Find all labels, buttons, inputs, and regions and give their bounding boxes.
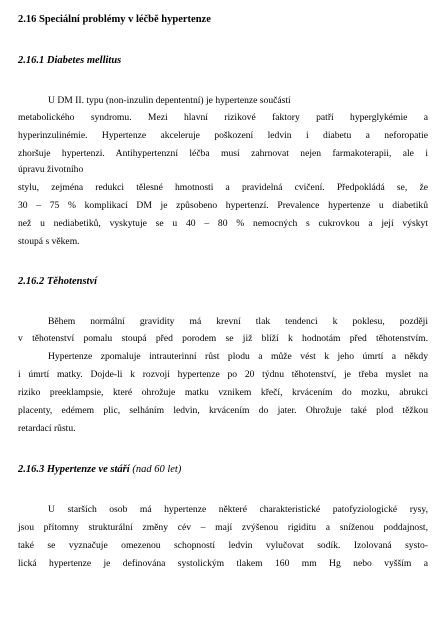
chapter-heading: 2.16 Speciální problémy v léčbě hypertenze xyxy=(18,14,211,25)
paragraph-line: stoupá s věkem. xyxy=(18,236,80,247)
section-number: 2.16.1 xyxy=(18,55,45,66)
section-title: Hypertenze ve stáří xyxy=(46,464,130,475)
paragraph-line: i úmrtí matky. Dojde-li k rozvoji hypertenze po 20 týdnu těhotenství, je třeba myslet na xyxy=(18,369,428,380)
paragraph-line: než u nediabetiků, vyskytuje se u 40 – 80 % nemocných s cukrovkou a její výskyt xyxy=(18,218,428,229)
section-title: Diabetes mellitus xyxy=(46,55,122,66)
section-title: Těhotenství xyxy=(46,276,98,287)
paragraph-line: v těhotenství pomalu stoupá před porodem se již blíží k hodnotám před těhotenstvím. xyxy=(18,333,428,344)
paragraph-line: jsou přítomny strukturální změny cév – mají zvýšenou rigiditu a sníženou poddajnost, xyxy=(18,522,428,533)
paragraph-line: riziko preeklampsie, které ohrožuje matku vznikem křečí, krvácením do mozku, abrukci xyxy=(18,387,428,398)
paragraph-line: Hypertenze zpomaluje intrauterinní růst plodu a může vést k jeho úmrtí a někdy xyxy=(48,351,428,362)
paragraph-line: také se vyznačuje omezenou schopností ledvin vylučovat sodík. Izolovaná systo- xyxy=(18,540,428,551)
paragraph-line: zhoršuje hypertenzi. Antihypertenzní léčba musí zahrnovat nejen farmakoterapii, ale i xyxy=(18,148,428,159)
section-number: 2.16.3 xyxy=(18,464,45,475)
paragraph-line: metabolického syndromu. Mezi hlavní rizikové faktory patří hyperglykémie a xyxy=(18,112,428,123)
paragraph-line: stylu, zejména redukci tělesné hmotnosti a pravidelná cvičení. Předpokládá se, že xyxy=(18,182,428,193)
paragraph-line: placenty, edémem plic, selháním ledvin, krvácením do jater. Ohrožuje také plod těžkou xyxy=(18,405,428,416)
paragraph-line: Během normální gravidity má krevní tlak tendenci k poklesu, později xyxy=(48,316,428,327)
paragraph-line: 30 – 75 % komplikací DM je způsobeno hypertenzí. Prevalence hypertenze u diabetiků xyxy=(18,200,428,211)
paragraph-line: U DM II. typu (non-inzulin depententní) je hypertenze součástí xyxy=(48,95,291,106)
section-heading-diabetes xyxy=(18,55,121,66)
paragraph-line: úpravu životního xyxy=(18,164,84,175)
paragraph-line: lická hypertenze je definována systolickým tlakem 160 mm Hg nebo vyšším a xyxy=(18,558,428,569)
section-heading-pregnancy xyxy=(18,276,97,287)
section-number: 2.16.2 xyxy=(18,276,45,287)
section-subtitle: (nad 60 let) xyxy=(132,464,182,475)
paragraph-line: retardací růstu. xyxy=(18,423,76,434)
section-heading-elderly xyxy=(18,464,181,475)
paragraph-line: U starších osob má hypertenze některé charakteristické patofyziologické rysy, xyxy=(48,504,428,515)
paragraph-line: hyperinzulinémie. Hypertenze akceleruje poškození ledvin i diabetu a neforopatie xyxy=(18,130,428,141)
